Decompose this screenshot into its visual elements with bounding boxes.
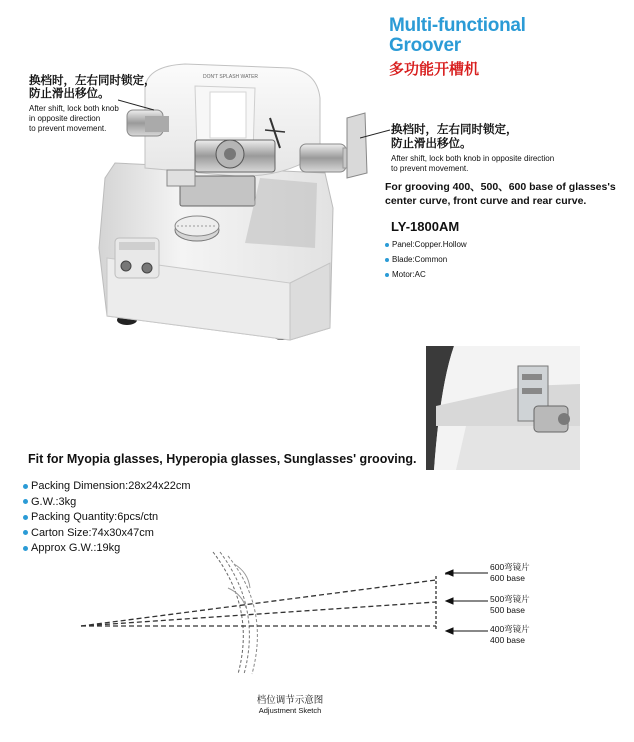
label-500-base: 500弯镜片 500 base (490, 594, 530, 615)
right-note-en-1: After shift, lock both knob in opposite direction (391, 154, 555, 163)
spec-item: Motor:AC (385, 267, 467, 282)
left-note-en-2: in opposite direction (29, 114, 101, 123)
fit-description: Fit for Myopia glasses, Hyperopia glasses, Sunglasses' grooving. (28, 452, 417, 466)
bullet-icon (23, 546, 28, 551)
arrow-left-icon (446, 628, 453, 634)
description-line2: center curve, front curve and rear curve. (385, 195, 587, 207)
adjustment-sketch (78, 548, 448, 678)
left-note-cn-1: 换档时，左右同时锁定， (29, 75, 156, 87)
bullet-icon (23, 499, 28, 504)
diagram-arrows (444, 564, 490, 644)
bullet-icon (23, 484, 28, 489)
base-line-600 (81, 580, 436, 626)
description-line1: For grooving 400、500、600 base of glasses's (385, 181, 616, 193)
closeup-photo (426, 346, 580, 470)
spec-item: Panel:Copper.Hollow (385, 237, 467, 252)
sketch-caption-cn: 档位调节示意图 (256, 695, 324, 706)
lens-curve (220, 552, 249, 674)
sketch-caption-en: Adjustment Sketch (258, 706, 322, 715)
adjustment-bracket (347, 113, 367, 178)
left-note-cn-2: 防止滑出移位。 (29, 88, 110, 100)
right-note-en-2: to prevent movement. (391, 164, 469, 173)
arrow-left-icon (446, 598, 453, 604)
bullet-icon (385, 258, 389, 262)
arrow-left-icon (446, 570, 453, 576)
right-note-cn-1: 换档时，左右同时锁定， (391, 124, 518, 136)
label-600-base: 600弯镜片 600 base (490, 562, 530, 583)
product-title-line1: Multi-functional (389, 15, 526, 36)
left-note-pointer (118, 96, 158, 116)
packing-item: Packing Quantity:6pcs/ctn (23, 510, 191, 526)
model-number: LY-1800AM (391, 219, 460, 234)
bullet-icon (23, 515, 28, 520)
packing-item: Packing Dimension:28x24x22cm (23, 479, 191, 495)
packing-item: Carton Size:74x30x47cm (23, 526, 191, 542)
bullet-icon (385, 273, 389, 277)
packing-item: Approx G.W.:19kg (23, 541, 191, 557)
base-line-500 (81, 602, 436, 626)
label-400-base: 400弯镜片 400 base (490, 624, 530, 645)
machine-plate-label: DON'T SPLASH WATER (203, 74, 259, 80)
left-note-en-3: to prevent movement. (29, 124, 107, 133)
packing-item: G.W.:3kg (23, 495, 191, 511)
product-title-cn: 多功能开槽机 (389, 61, 480, 78)
switch-knob (142, 263, 152, 273)
bullet-icon (385, 243, 389, 247)
spec-list (385, 237, 467, 282)
bullet-icon (23, 530, 28, 535)
left-note-en-1: After shift, lock both knob (29, 104, 119, 113)
packing-list (23, 479, 191, 557)
right-note-cn-2: 防止滑出移位。 (391, 138, 472, 150)
switch-knob (121, 261, 131, 271)
product-title-line2: Groover (389, 35, 461, 56)
right-note-pointer (360, 124, 392, 144)
spec-item: Blade:Common (385, 252, 467, 267)
right-lock-knob (300, 144, 346, 172)
